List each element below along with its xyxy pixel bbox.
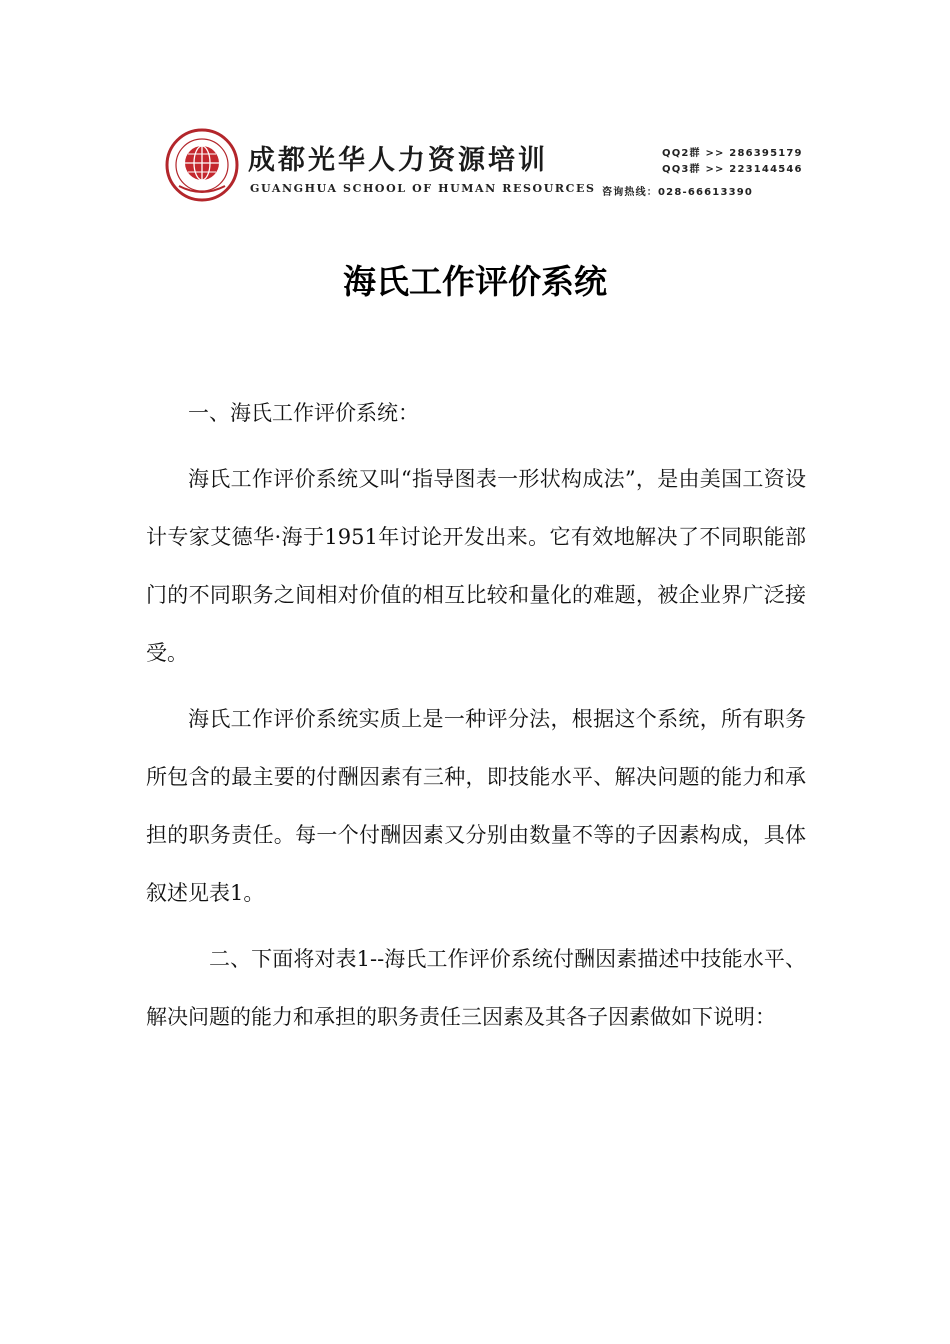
brand-name-en: GUANGHUA SCHOOL OF HUMAN RESOURCES xyxy=(250,182,596,195)
brand-name-cn: 成都光华人力资源培训 xyxy=(248,145,548,176)
paragraph: 海氏工作评价系统实质上是一种评分法，根据这个系统，所有职务所包含的最主要的付酬因素有三种，即技能水平、解决问题的能力和承担的职务责任。每一个付酬因素又分别由数量不等的子因素构成，具体叙述见表1。 xyxy=(146,707,806,905)
qq-group-3: QQ3群 >> 223144546 xyxy=(662,164,803,175)
document-title: 海氏工作评价系统 xyxy=(343,262,607,301)
section-heading-1: 一、海氏工作评价系统： xyxy=(188,401,419,425)
letterhead xyxy=(160,128,825,204)
qq-group-2: QQ2群 >> 286395179 xyxy=(662,148,803,159)
globe-seal-icon xyxy=(165,128,239,202)
section-heading-2: 二、下面将对表1--海氏工作评价系统付酬因素描述中技能水平、解决问题的能力和承担的职务责任三因素及其各子因素做如下说明： xyxy=(146,947,806,1029)
hotline: 咨询热线：028-66613390 xyxy=(602,187,754,198)
document-body xyxy=(146,384,806,1054)
paragraph: 海氏工作评价系统又叫“指导图表一形状构成法”，是由美国工资设计专家艾德华·海于1951年讨论开发出来。它有效地解决了不同职能部门的不同职务之间相对价值的相互比较和量化的难题，被企业界广泛接受。 xyxy=(146,467,806,665)
